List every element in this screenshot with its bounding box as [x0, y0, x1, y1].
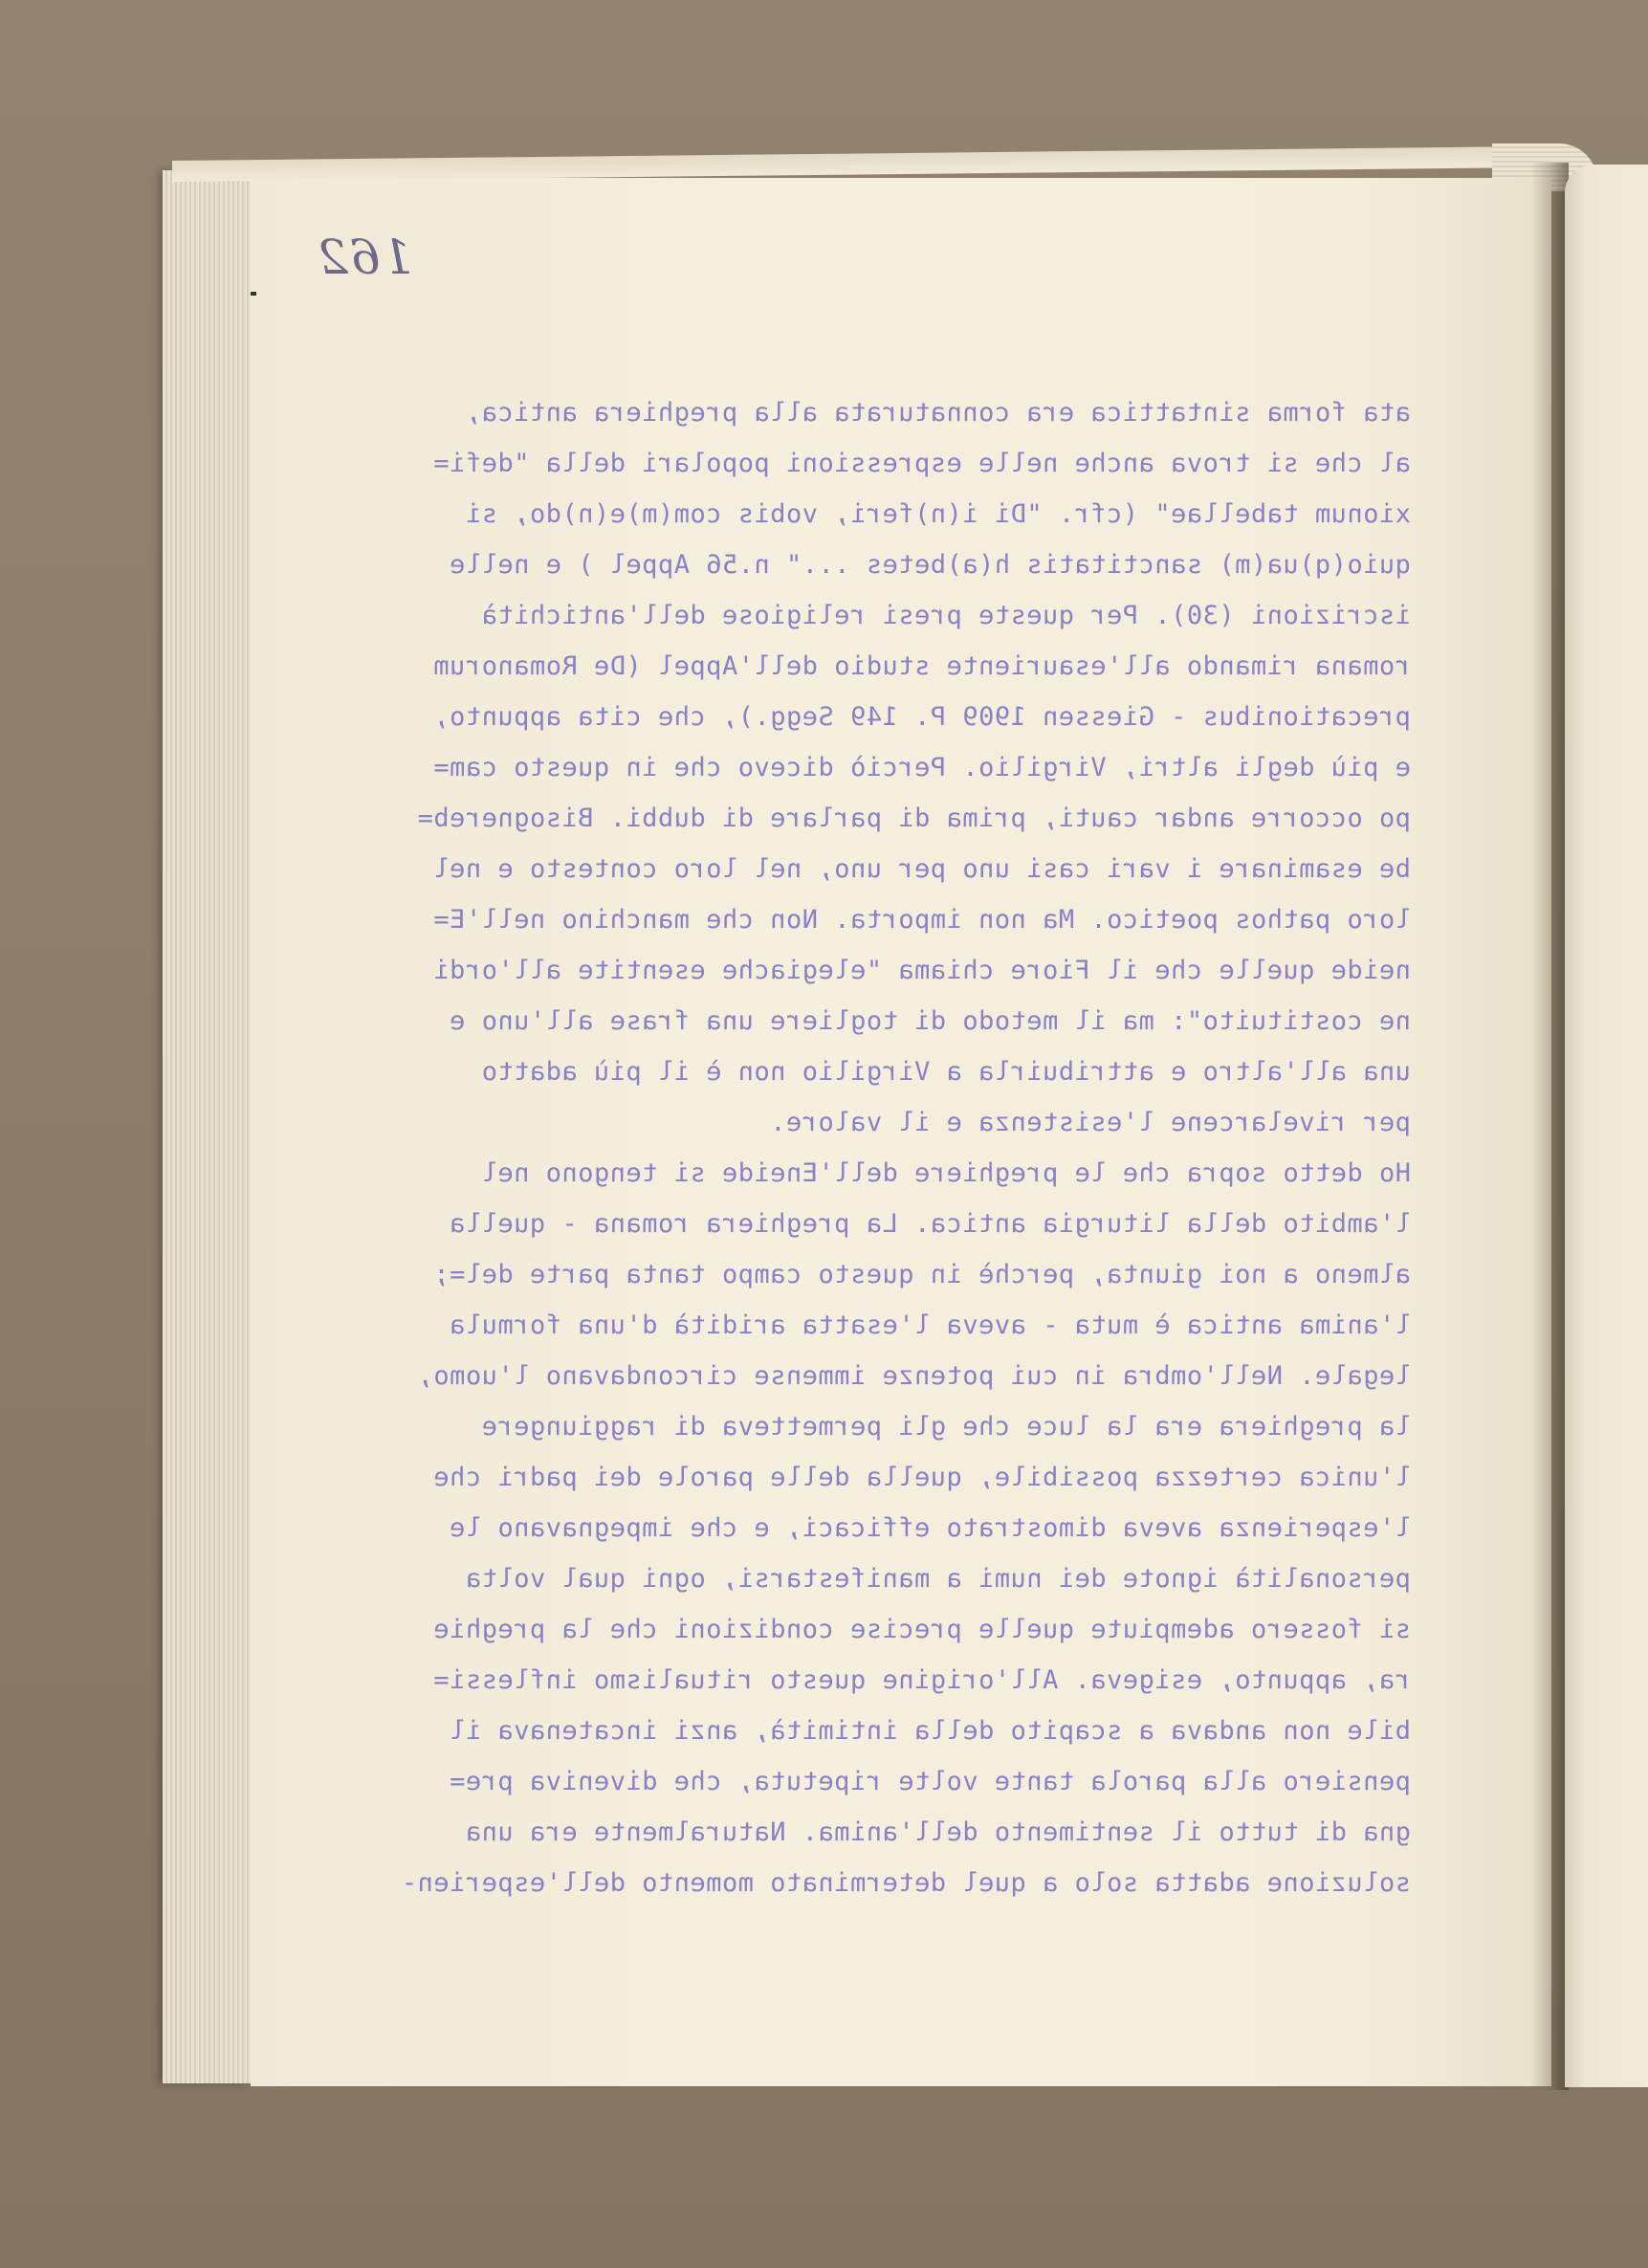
text-line: Ho detto sopra che le preghiere dell'Eneide si tengono nel [481, 1158, 1411, 1188]
text-line: be esaminare i vari casi uno per uno, nel loro contesto e nel [432, 854, 1411, 884]
facing-page-edge [1565, 165, 1648, 2087]
text-line: ata forma sintattica era connaturata alla preghiera antica, [465, 398, 1411, 428]
text-line: legale. Nell'ombra in cui potenze immense circondavano l'uomo, [417, 1361, 1411, 1391]
text-line: l'unica certezza possibile, quella delle parole dei padri che [432, 1463, 1411, 1492]
text-line: quio(q)ua(m) sanctitatis h(a)betes ..." n.56 Appel ) e nelle [449, 550, 1411, 580]
text-line: ra, appunto, esigeva. All'origine questo ritualismo inflessi= [432, 1665, 1411, 1695]
text-line: neide quelle che il Fiore chiama "elegiache esentite all'ordi [432, 956, 1411, 985]
text-line: po occorre andar cauti, prima di parlare di dubbi. Bisognereb= [417, 804, 1411, 833]
text-line: pensiero alla parola tante volte ripetuta, che diveniva pre= [449, 1767, 1411, 1796]
margin-tick [251, 292, 256, 296]
mirrored-typewritten-text [316, 387, 1411, 1908]
text-line: bile non andava a scapito della intimità, anzi incatenava il [449, 1716, 1411, 1746]
text-line: precationibus - Giessen 1909 P. 149 Segg.), che cita appunto, [432, 702, 1411, 732]
text-line: per rivelarcene l'esistenza e il valore. [769, 1108, 1411, 1137]
book-top-edge [172, 146, 1549, 182]
page-number: 162 [316, 230, 413, 285]
book-gutter-shadow [1530, 163, 1569, 2090]
text-line: personalità ignote dei numi a manifestarsi, ogni qual volta [465, 1564, 1411, 1594]
text-line: xionum tabellae" (cfr. "Di i(n)feri, vobis com(m)e(n)do, si [465, 499, 1411, 529]
book-page-stack-edge [163, 170, 251, 2083]
text-line: una all'altro e attribuirla a Virgilio non è il più adatto [481, 1057, 1411, 1087]
text-line: l'ambito della liturgia antica. La preghiera romana - quella [449, 1209, 1411, 1239]
text-line: e più degli altri, Virgilio. Perciò dicevo che in questo cam= [432, 753, 1411, 782]
text-line: l'esperienza aveva dimostrato efficaci, e che impegnavano le [449, 1513, 1411, 1543]
text-line: ne costituito": ma il metodo di togliere una frase all'uno e [449, 1006, 1411, 1036]
text-line: almeno a noi giunta, perchè in questo campo tanta parte del=; [432, 1260, 1411, 1289]
text-line: iscrizioni (30). Per queste presi religiose dell'antichità [481, 601, 1411, 630]
text-line: si fossero adempiute quelle precise condizioni che la preghie [432, 1615, 1411, 1644]
text-line: romana rimando all'esauriente studio dell'Appel (De Romanorum [432, 651, 1411, 681]
text-line: la preghiera era la luce che gli permetteva di raggiungere [481, 1412, 1411, 1442]
text-line: loro pathos poetico. Ma non importa. Non che manchino nell'E= [432, 905, 1411, 935]
text-line: al che si trova anche nelle espressioni popolari della "defi= [432, 449, 1411, 478]
text-line: l'anima antica è muta - aveva l'esatta aridità d'una formula [449, 1310, 1411, 1340]
text-line: soluzione adatta solo a quel determinato momento dell'esperien- [401, 1868, 1411, 1898]
text-line: gna di tutto il sentimento dell'anima. Naturalmente era una [465, 1817, 1411, 1847]
